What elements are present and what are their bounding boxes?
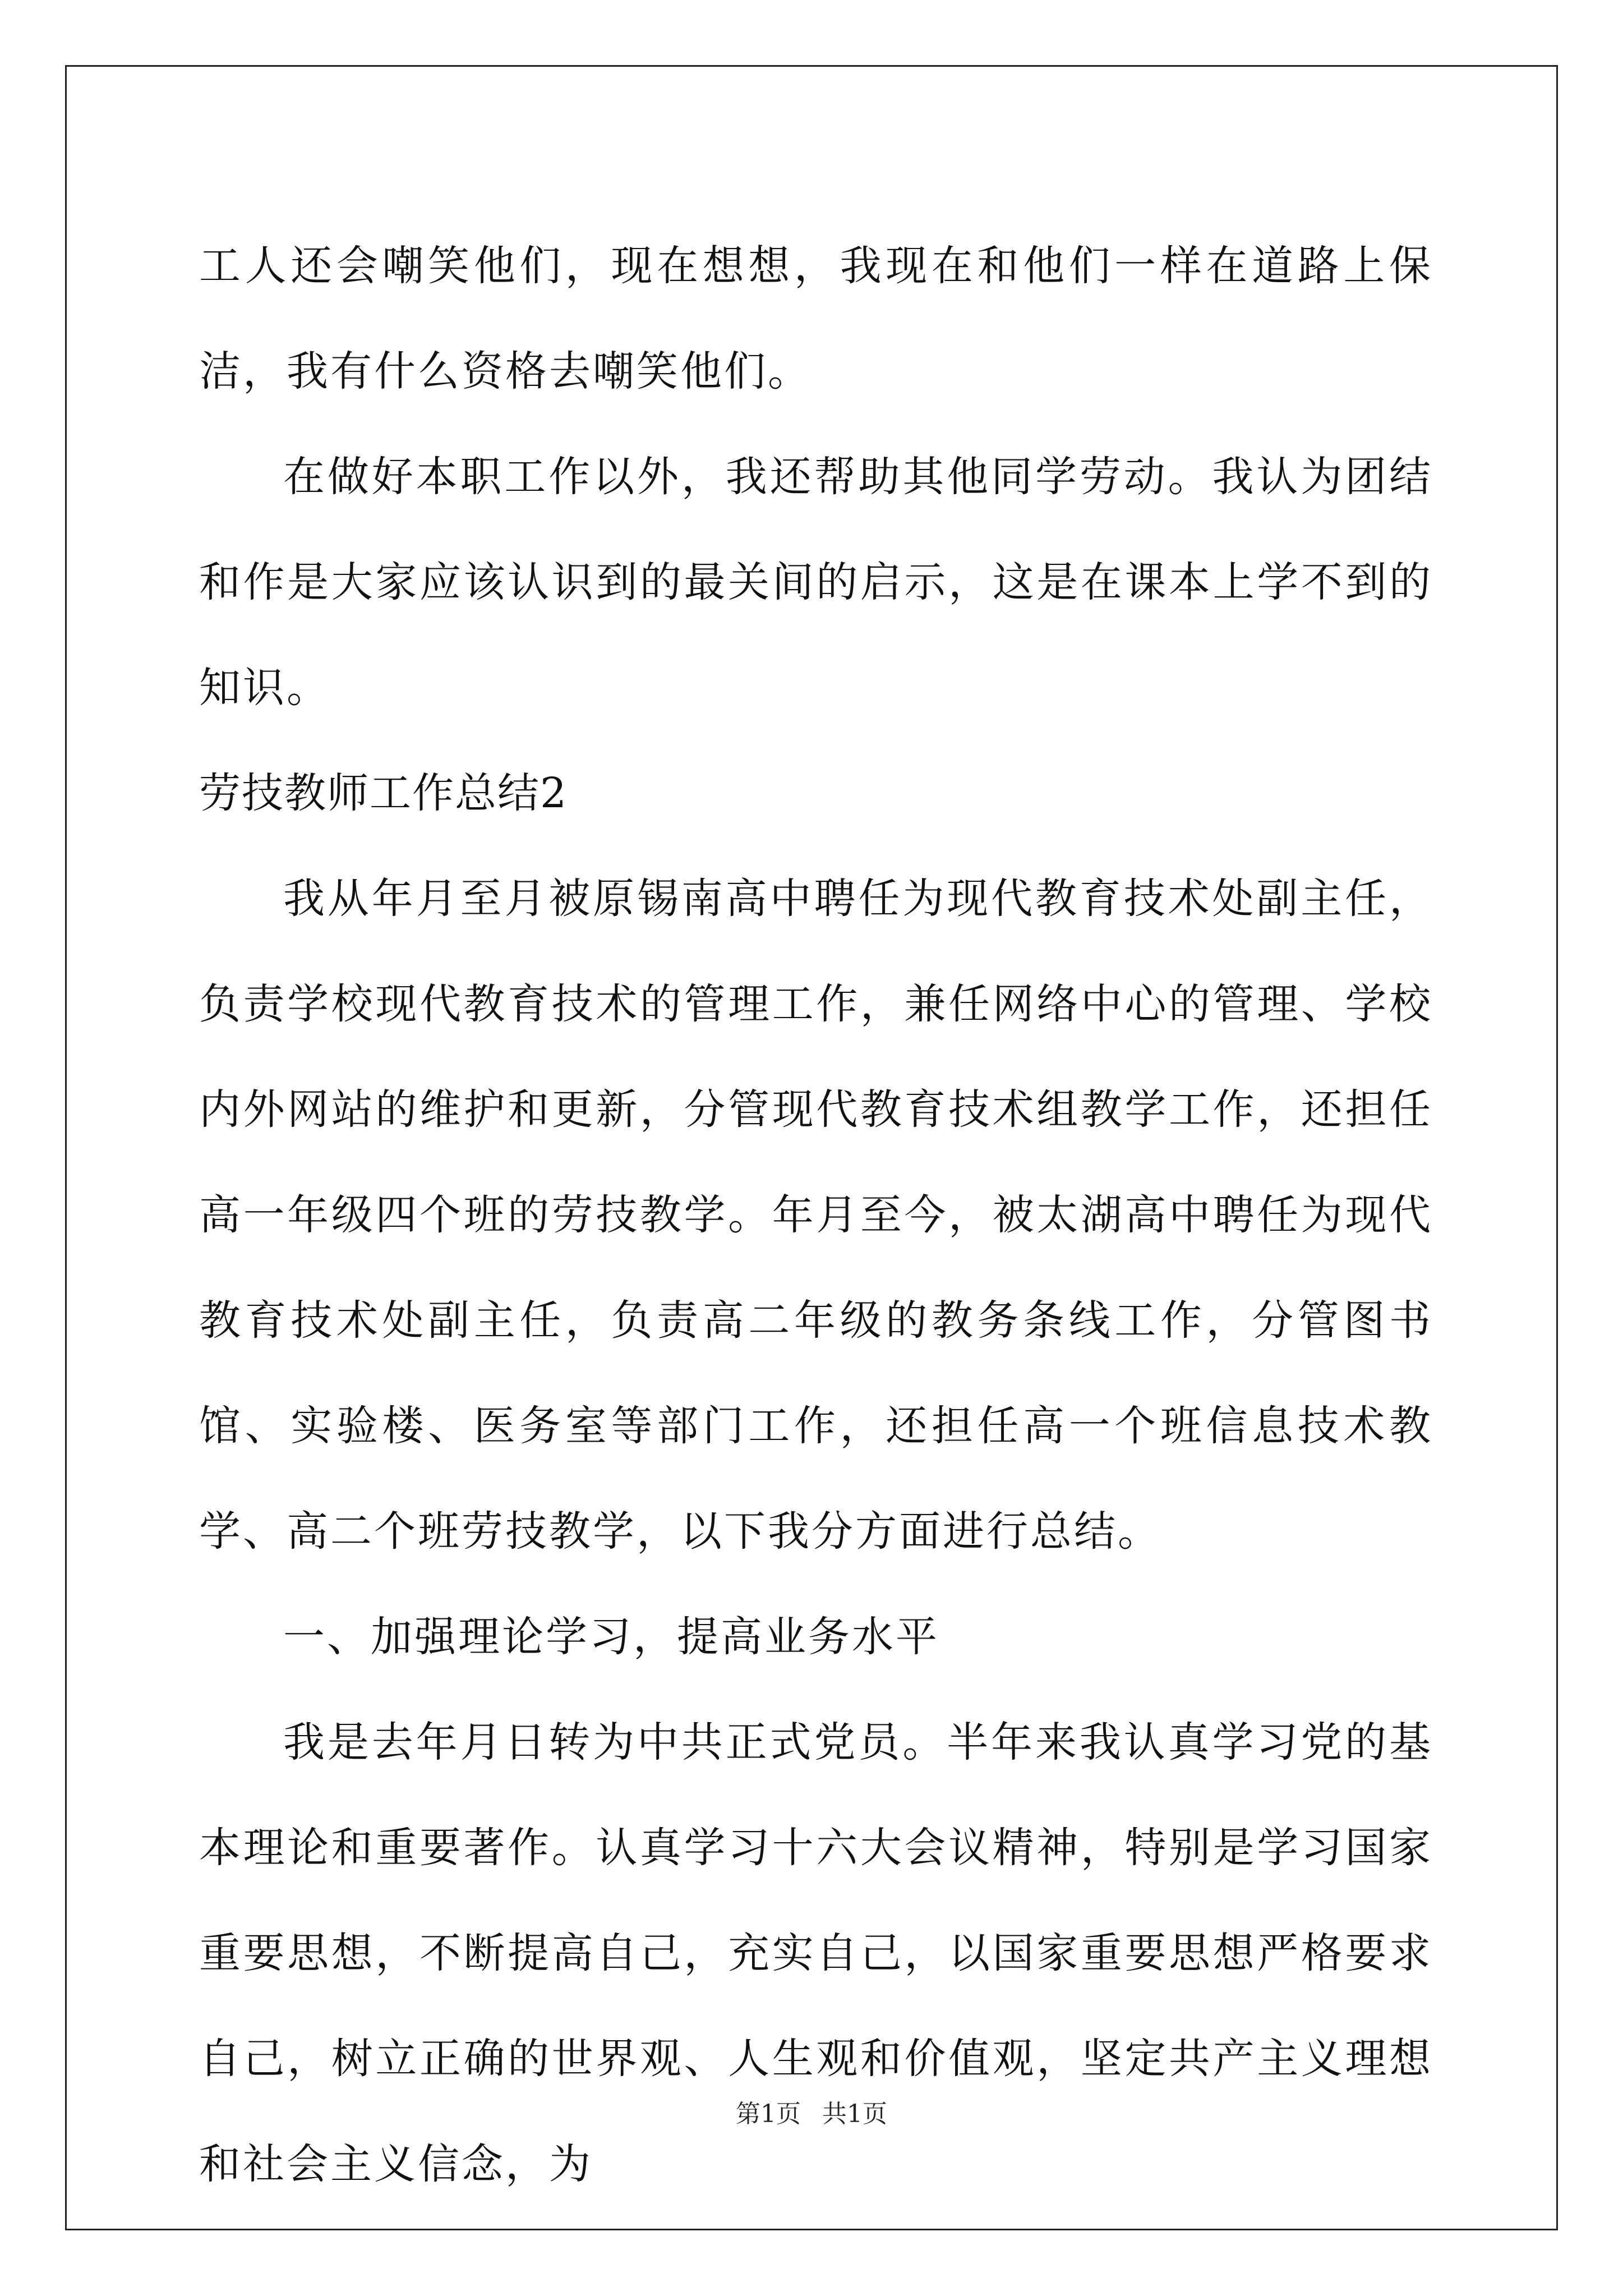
paragraph: 我是去年月日转为中共正式党员。半年来我认真学习党的基本理论和重要著作。认真学习十六大会议精神，特别是学习国家重要思想，不断提高自己，充实自己，以国家重要思想严格要求自己，树立正确的世界观、人生观和价值观，坚定共产主义理想和社会主义信念，为 (199, 1718, 1433, 2188)
paragraph: 工人还会嘲笑他们，现在想想，我现在和他们一样在道路上保洁，我有什么资格去嘲笑他们。 (199, 242, 1433, 395)
page-number: 第1页 (736, 2100, 801, 2128)
document-body (199, 213, 1433, 2217)
paragraph: 在做好本职工作以外，我还帮助其他同学劳动。我认为团结和作是大家应该认识到的最关间的启示，这是在课本上学不到的知识。 (199, 453, 1433, 712)
page-footer (0, 2093, 1623, 2129)
page-total: 共1页 (822, 2100, 887, 2128)
section-heading: 劳技教师工作总结2 (199, 769, 568, 817)
subsection-heading: 一、加强理论学习，提高业务水平 (283, 1613, 939, 1661)
paragraph: 我从年月至月被原锡南高中聘任为现代教育技术处副主任，负责学校现代教育技术的管理工作，兼任网络中心的管理、学校内外网站的维护和更新，分管现代教育技术组教学工作，还担任高一年级四个班的劳技教学。年月至今，被太湖高中聘任为现代教育技术处副主任，负责高二年级的教务条线工作，分管图书馆、实验楼、医务室等部门工作，还担任高一个班信息技术教学、高二个班劳技教学，以下我分方面进行总结。 (199, 875, 1433, 1556)
